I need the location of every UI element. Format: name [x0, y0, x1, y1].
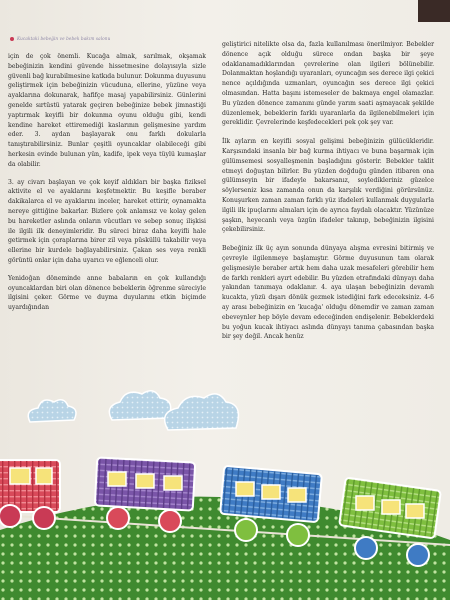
engine-car — [0, 460, 60, 529]
cloud-icon — [28, 400, 76, 422]
bullet-icon — [10, 37, 14, 41]
running-head-text: Kucaktaki bebeğin ve bebek bakım salonu — [17, 36, 111, 41]
left-column — [8, 52, 206, 321]
running-head — [10, 36, 110, 41]
cloud-icon — [165, 394, 239, 430]
paragraph: için de çok önemli. Kucağa almak, sarılmak, okşamak bebeğinizin kendini güvende hissetmesine dolayısıyla sizle güvenli bağ kurabilmesine katkıda bulunur. Dokunma duyusunu geliştirmek için bebeğinizin vücuduna, ellerine, yüzüne veya ayaklarına dokunarak, hafifçe masaj yapabilirsiniz. Günlerini genelde sırtüstü yatarak geçiren bebeğinize bebek jimnastiği yaptırmak keyifli bir dokunma oyunu olduğu gibi, kendi kendine hareket ettiremediği kaslarının gelişmesine yardım eder. 3. aydan başlayarak onu farklı dokularla tanıştırabilirsiniz. Bunlar çeşitli oyuncaklar olabileceği gibi herkesin evinde bulunan yün, kadife, ipek veya tüylü kumaşlar da olabilir. — [8, 53, 206, 168]
right-column — [222, 40, 434, 351]
train-illustration — [0, 380, 450, 600]
page-corner-shadow — [418, 0, 450, 22]
paragraph: İlk ayların en keyifli sosyal gelişimi bebeğinizin gülücükleridir. Karşısındaki insanla bir bağ kurma ihtiyacı ve buna başarmak için gülümsemesi sosyalleşmenin başladığını gösterir. Bebekler taklit etmeyi doğuştan bilirler. Bu yüzden doğduğu günden itibaren ona gülümseyin bir ifadeyle bakarsanız, soyledikleriniz güzelce söylerseniz kısa zamanda onun da karşılık verdiğini görürsünüz. Konuşurken zaman zaman farklı yüz ifadeleri kullanmak duygularla ilgili ilk ipuçlarını almaları için de ayrıca faydalı olacaktır. Yüzünüze şaşkın, heyecanlı veya üzgün ifadeler takınıp, bebeğinizin ilgisini çekebilirsiniz. — [222, 138, 434, 234]
train-illustration-svg — [0, 380, 450, 600]
paragraph: 3. ay civarı başlayan ve çok keyif aldıkları bir başka fiziksel aktivite el ve ayaklarını keşfetmektir. Bu keşifle beraber dakikalarca el ve ayaklarını inceler, hareket ettirir, oynamakta nereye gittiğine bakarlar. Bizlere çok anlamsız ve kolay gelen bu hareketler aslında onların vücutları ve sebep sonuç ilişkisi ile ilgili ilk deneyimleridir. Bu süreci biraz daha keyifli hale getirmek için çoraplarına birer zil veya püsküllü takabilir veya ellerine bir kurdele bağlayabilirsiniz. Çakan ses veya renkli görüntü onlar için daha uyarıcı ve eğlenceli olur. — [8, 178, 206, 264]
cloud-icon — [109, 391, 170, 420]
paragraph: Bebeğiniz ilk üç ayın sonunda dünyaya alışma evresini bitirmiş ve çevreyle ilgilenmeye başlamıştır. Görme duyusunun tam olarak gelişmesiyle beraber artık hem daha uzak mesafeleri görebilir hem de farklı renkleri ayırt edebilir. Bu yüzden etrafındaki dünyayı daha yakından tanımaya odaklanır. 4. aya ulaşan bebeğinizin devamlı kucakta, yüzü dışarı dönük gezmek istediğini fark edeceksiniz. 4-6 ay arası bebeğinizin en 'kucağa' olduğu dönemdir ve zaman zaman ebeveynler hep böyle devam edeceğinden endişelenir. Bebeklerdeki bu yoğun kucak ihtiyacı aslında dünyayı tanıma çabasından başka bir şey değil. Ancak henüz — [222, 245, 434, 341]
paragraph: Yenidoğan döneminde anne babaların en çok kullandığı oyuncaklardan biri olan dönence bebeklerin öğrenme süreciyle ilgisini çeker. Görme ve duyma duyularını etkin biçimde uyardığından — [8, 274, 206, 312]
paragraph: geliştirici nitelikte olsa da, fazla kullanılması önerilmiyor. Bebekler dönence açık olduğu sürece ondan başka bir şeye odaklanamadıklarından çevrelerine olan ilgileri bölünebilir. Dolanmaktan hoşlandığı uyaranları, oyuncağın ses derece ilgi çekici nence açıldığında uzmanları, oyuncağın ses derece ilgi çekici olmasından. Hatta başını istemeseler de bakmaya engel olamazlar. Bu yüzden dönence zamanını günde yarım saati aşmayacak şekilde düzenlemek, bebeklerin farklı uyaranlarla da ilgilenebilmeleri için gereklidir. Çevrelerinde keşfedecekleri pek çok şey var. — [222, 41, 434, 127]
